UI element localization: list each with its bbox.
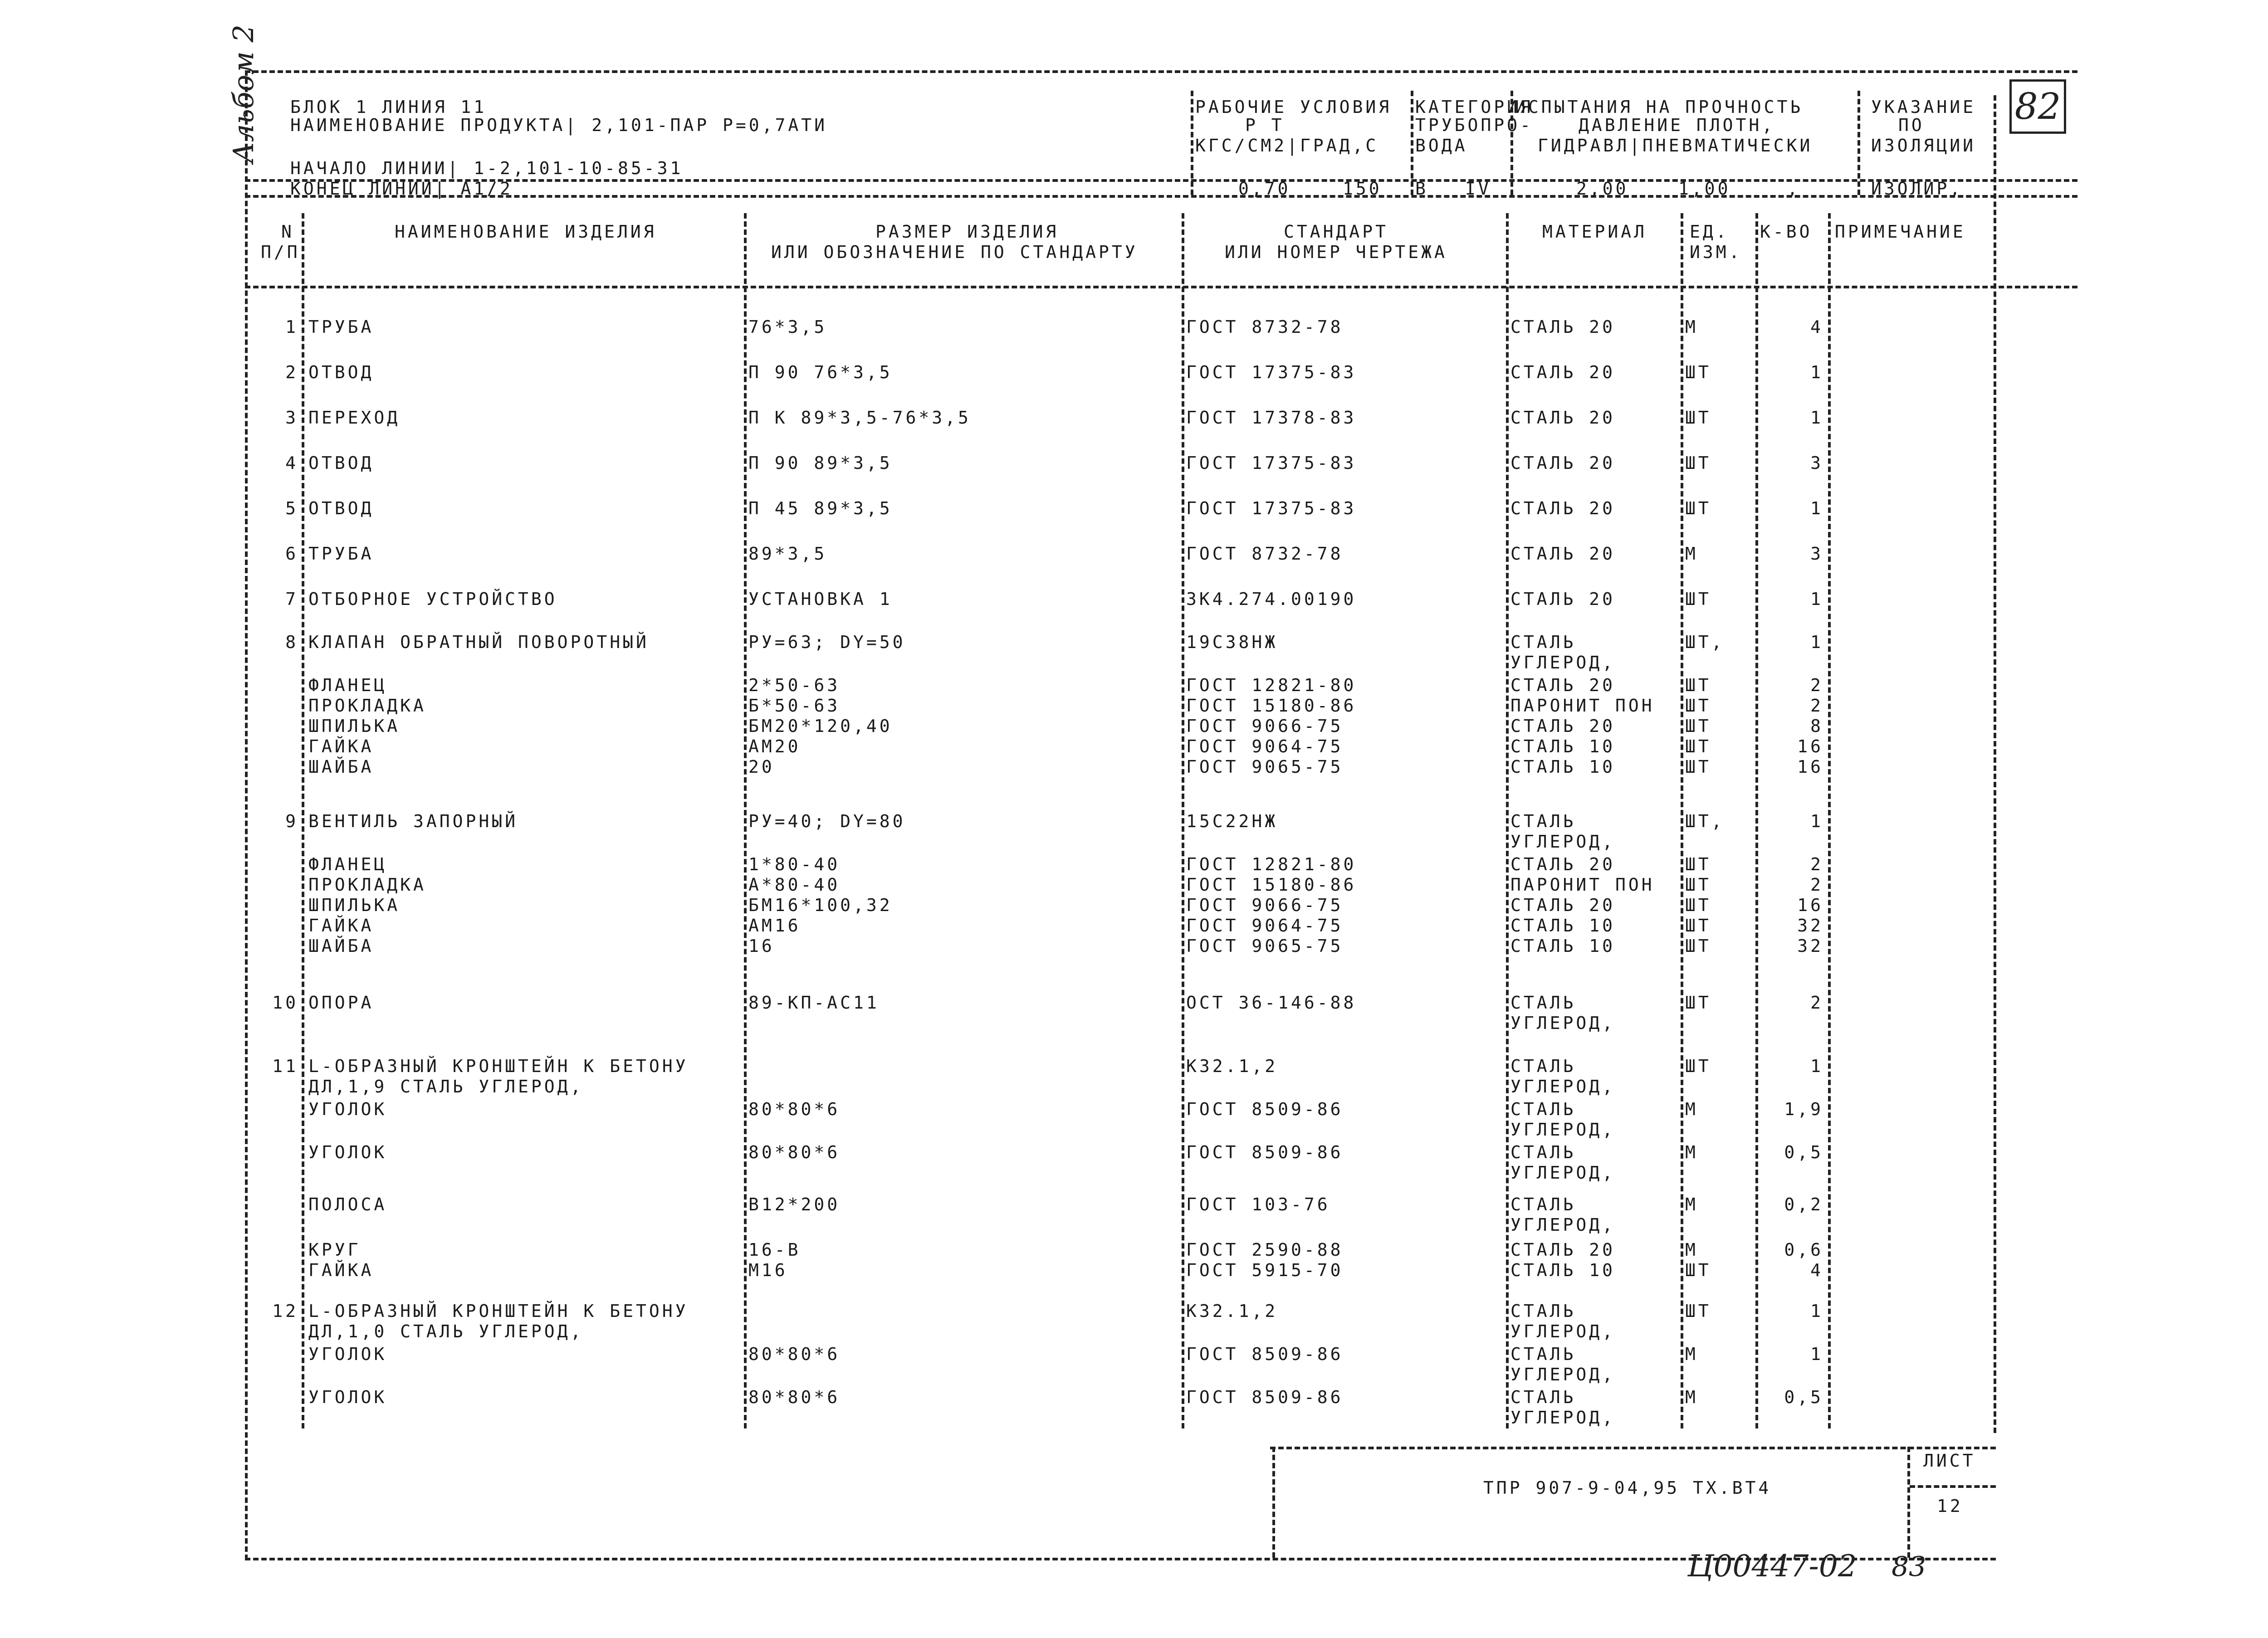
row-unit: ШТ [1685,854,1711,874]
row-number: 7 [285,589,298,609]
row-material: СТАЛЬ 20 [1510,498,1616,518]
row-size: М16 [748,1260,788,1280]
row-size: 16-В [748,1240,801,1260]
row-unit: ШТ [1685,757,1711,777]
row-material: СТАЛЬ [1510,1099,1576,1119]
row-size: АМ16 [748,916,801,936]
row-standard: ГОСТ 8509-86 [1186,1099,1344,1119]
row-qty: 3 [1810,453,1823,473]
row-unit: М [1685,1099,1698,1119]
row-name: ОТВОД [308,498,374,518]
row-unit: М [1685,1142,1698,1162]
row-qty: 1 [1810,1056,1823,1076]
insulation-title: УКАЗАНИЕ [1871,97,1976,117]
row-material: СТАЛЬ 20 [1510,589,1616,609]
row-standard: К32.1,2 [1186,1056,1278,1076]
col-material: МАТЕРИАЛ [1542,222,1647,242]
frame-top [245,70,2077,73]
row-size: 80*80*6 [748,1099,841,1119]
row-name: ШПИЛЬКА [308,895,401,915]
row-size: 1*80-40 [748,854,841,874]
col-div-size [744,213,747,1428]
row-material: СТАЛЬ [1510,1142,1576,1162]
row-standard: ГОСТ 15180-86 [1186,696,1357,716]
row-qty: 0,5 [1784,1387,1823,1407]
row-standard: ОСТ 36-146-88 [1186,993,1357,1013]
row-unit: ШТ, [1685,811,1725,831]
row-size: П К 89*3,5-76*3,5 [748,408,971,428]
row-name: L-ОБРАЗНЫЙ КРОНШТЕЙН К БЕТОНУ [308,1056,689,1076]
row-material: СТАЛЬ [1510,1387,1576,1407]
row-material-cont: УГЛЕРОД, [1510,832,1616,852]
row-unit: ШТ [1685,1056,1711,1076]
row-size: 89*3,5 [748,544,827,564]
row-unit: ШТ [1685,453,1711,473]
sheet-label: ЛИСТ [1923,1451,1976,1471]
row-number: 11 [272,1056,298,1076]
row-material: СТАЛЬ 10 [1510,936,1616,956]
row-standard: ГОСТ 8509-86 [1186,1387,1344,1407]
row-standard: 3К4.274.00190 [1186,589,1357,609]
col-div-std [1182,213,1184,1428]
row-size: П 45 89*3,5 [748,498,893,518]
row-name: ФЛАНЕЦ [308,854,387,874]
col-num-2: П/П [261,242,300,262]
row-number: 9 [285,811,298,831]
row-qty: 1 [1810,408,1823,428]
conditions-t-value: 150 [1343,179,1382,199]
row-material: СТАЛЬ 20 [1510,362,1616,382]
row-name: ШПИЛЬКА [308,716,401,736]
title-block-left [1272,1447,1275,1558]
row-material: СТАЛЬ [1510,1301,1576,1321]
row-size: БМ16*100,32 [748,895,893,915]
row-unit: ШТ, [1685,632,1725,652]
conditions-units: КГС/СМ2|ГРАД,С [1195,136,1379,156]
row-unit: М [1685,1344,1698,1364]
row-material-cont: УГЛЕРОД, [1510,1408,1616,1428]
row-unit: ШТ [1685,936,1711,956]
conditions-title: РАБОЧИЕ УСЛОВИЯ [1195,97,1392,117]
row-unit: М [1685,544,1698,564]
col-size-2: ИЛИ ОБОЗНАЧЕНИЕ ПО СТАНДАРТУ [771,242,1138,262]
row-material: СТАЛЬ 20 [1510,544,1616,564]
row-number: 4 [285,453,298,473]
col-num: N [281,222,294,242]
hdr-div-2 [1411,91,1413,195]
document-code: ТПР 907-9-04,95 ТХ.ВТ4 [1483,1478,1772,1498]
columns-rule [245,286,2077,288]
row-standard: 19С38НЖ [1186,632,1278,652]
album-label: Альбом 2 [227,24,260,163]
row-standard: ГОСТ 9065-75 [1186,936,1344,956]
row-name-cont: ДЛ,1,0 СТАЛЬ УГЛЕРОД, [308,1321,584,1341]
row-name: ПЕРЕХОД [308,408,401,428]
row-standard: ГОСТ 8732-78 [1186,317,1344,337]
row-name: КРУГ [308,1240,361,1260]
row-material: СТАЛЬ 20 [1510,675,1616,695]
row-standard: ГОСТ 9066-75 [1186,895,1344,915]
row-qty: 0,2 [1784,1194,1823,1214]
sheet-number: 82 [2014,85,2061,127]
row-name: ОПОРА [308,993,374,1013]
row-qty: 1 [1810,1344,1823,1364]
row-name: ТРУБА [308,317,374,337]
col-div-num [302,213,304,1428]
row-standard: ГОСТ 8509-86 [1186,1344,1344,1364]
row-material: СТАЛЬ 10 [1510,916,1616,936]
row-material: СТАЛЬ 10 [1510,757,1616,777]
sheet-num: 12 [1937,1496,1963,1516]
row-unit: ШТ [1685,589,1711,609]
insulation-by: ПО [1898,115,1925,135]
row-material-cont: УГЛЕРОД, [1510,1077,1616,1097]
archive-number: Ц00447-02 [1687,1549,1857,1584]
row-qty: 4 [1810,1260,1823,1280]
row-qty: 1 [1810,811,1823,831]
row-name: ПОЛОСА [308,1194,387,1214]
row-material: СТАЛЬ 20 [1510,408,1616,428]
row-material: СТАЛЬ [1510,811,1576,831]
row-standard: ГОСТ 9065-75 [1186,757,1344,777]
row-material: СТАЛЬ 20 [1510,453,1616,473]
row-number: 6 [285,544,298,564]
row-unit: ШТ [1685,408,1711,428]
category-title: КАТЕГОРИЯ [1415,97,1533,117]
page-number: 83 [1892,1551,1926,1583]
insulation-of: ИЗОЛЯЦИИ [1871,136,1976,156]
row-unit: М [1685,317,1698,337]
row-number: 10 [272,993,298,1013]
col-note: ПРИМЕЧАНИЕ [1835,222,1966,242]
col-div-unit [1681,213,1683,1428]
row-size: 16 [748,936,775,956]
row-name: ШАЙБА [308,936,374,956]
row-size: 20 [748,757,775,777]
col-name: НАИМЕНОВАНИЕ ИЗДЕЛИЯ [395,222,657,242]
row-material-cont: УГЛЕРОД, [1510,1013,1616,1033]
col-unit-2: ИЗМ. [1690,242,1742,262]
line-start: НАЧАЛО ЛИНИИ| 1-2,101-10-85-31 [290,158,684,178]
row-name: ОТБОРНОЕ УСТРОЙСТВО [308,589,557,609]
row-qty: 8 [1810,716,1823,736]
row-size: 80*80*6 [748,1344,841,1364]
row-size: В12*200 [748,1194,841,1214]
row-qty: 32 [1797,936,1823,956]
col-unit-1: ЕД. [1690,222,1729,242]
tests-pneumatic-value: 1,00 [1678,179,1731,199]
insulation-value: ИЗОЛИР, [1871,179,1963,199]
row-unit: М [1685,1194,1698,1214]
row-name: КЛАПАН ОБРАТНЫЙ ПОВОРОТНЫЙ [308,632,649,652]
row-size: 2*50-63 [748,675,841,695]
row-material: СТАЛЬ 20 [1510,854,1616,874]
row-standard: ГОСТ 17375-83 [1186,498,1357,518]
row-material-cont: УГЛЕРОД, [1510,1163,1616,1183]
row-standard: ГОСТ 9064-75 [1186,916,1344,936]
row-number: 5 [285,498,298,518]
row-name: L-ОБРАЗНЫЙ КРОНШТЕЙН К БЕТОНУ [308,1301,689,1321]
sheet-box-rule [1910,1485,1996,1488]
row-name: ПРОКЛАДКА [308,696,426,716]
row-material-cont: УГЛЕРОД, [1510,653,1616,673]
row-name: УГОЛОК [308,1099,387,1119]
row-name: ТРУБА [308,544,374,564]
row-size: П 90 89*3,5 [748,453,893,473]
row-standard: ГОСТ 8732-78 [1186,544,1344,564]
row-unit: ШТ [1685,1301,1711,1321]
row-unit: ШТ [1685,675,1711,695]
row-size: Б*50-63 [748,696,841,716]
col-div-mat [1506,213,1509,1428]
tests-pressure: ДАВЛЕНИЕ ПЛОТН, [1579,115,1775,135]
col-std-1: СТАНДАРТ [1284,222,1389,242]
row-qty: 1 [1810,1301,1823,1321]
row-number: 1 [285,317,298,337]
row-qty: 16 [1797,757,1823,777]
row-name: УГОЛОК [308,1344,387,1364]
row-standard: ГОСТ 103-76 [1186,1194,1330,1214]
category-value-b: IV [1465,179,1491,199]
row-size: А*80-40 [748,875,841,895]
row-name: ШАЙБА [308,757,374,777]
row-material-cont: УГЛЕРОД, [1510,1120,1616,1140]
row-unit: ШТ [1685,362,1711,382]
row-material: СТАЛЬ [1510,1344,1576,1364]
category-water: ВОДА [1415,136,1468,156]
row-name: УГОЛОК [308,1142,387,1162]
row-standard: К32.1,2 [1186,1301,1278,1321]
category-pipe: ТРУБОПРО- [1415,115,1533,135]
tests-density-value: , [1787,179,1800,199]
title-block-top [1270,1447,1996,1449]
row-qty: 1 [1810,589,1823,609]
row-number: 2 [285,362,298,382]
row-qty: 0,6 [1784,1240,1823,1260]
sheet-number-box [2009,79,2066,134]
row-unit: ШТ [1685,1260,1711,1280]
frame-right [1994,95,1996,1433]
tests-types: ГИДРАВЛ|ПНЕВМАТИЧЕСКИ [1538,136,1813,156]
row-number: 12 [272,1301,298,1321]
row-material: СТАЛЬ [1510,632,1576,652]
row-material-cont: УГЛЕРОД, [1510,1321,1616,1341]
conditions-p-value: 0,70 [1238,179,1291,199]
row-name: ФЛАНЕЦ [308,675,387,695]
row-standard: ГОСТ 12821-80 [1186,675,1357,695]
row-name: ПРОКЛАДКА [308,875,426,895]
row-material: СТАЛЬ 20 [1510,317,1616,337]
row-qty: 2 [1810,675,1823,695]
row-material: СТАЛЬ 10 [1510,1260,1616,1280]
row-standard: ГОСТ 8509-86 [1186,1142,1344,1162]
row-standard: ГОСТ 9064-75 [1186,736,1344,756]
row-name: ГАЙКА [308,916,374,936]
row-name: ГАЙКА [308,1260,374,1280]
row-size: П 90 76*3,5 [748,362,893,382]
row-size: АМ20 [748,736,801,756]
row-unit: ШТ [1685,696,1711,716]
row-qty: 3 [1810,544,1823,564]
row-qty: 16 [1797,895,1823,915]
tests-title: ИСПЫТАНИЯ НА ПРОЧНОСТЬ [1515,97,1804,117]
row-size: УСТАНОВКА 1 [748,589,893,609]
row-qty: 2 [1810,854,1823,874]
header-rule-1 [245,179,2077,182]
row-material: СТАЛЬ 10 [1510,736,1616,756]
hdr-div-1 [1191,91,1193,195]
block-line: БЛОК 1 ЛИНИЯ 11 [290,97,487,117]
col-div-note [1828,213,1831,1428]
row-standard: ГОСТ 5915-70 [1186,1260,1344,1280]
row-unit: ШТ [1685,716,1711,736]
row-name-cont: ДЛ,1,9 СТАЛЬ УГЛЕРОД, [308,1077,584,1097]
row-number: 3 [285,408,298,428]
row-size: 76*3,5 [748,317,827,337]
row-name: ОТВОД [308,453,374,473]
col-std-2: ИЛИ НОМЕР ЧЕРТЕЖА [1225,242,1447,262]
row-size: 80*80*6 [748,1142,841,1162]
row-standard: 15С22НЖ [1186,811,1278,831]
row-standard: ГОСТ 12821-80 [1186,854,1357,874]
row-name: УГОЛОК [308,1387,387,1407]
row-standard: ГОСТ 17378-83 [1186,408,1357,428]
row-unit: М [1685,1387,1698,1407]
header-rule-2 [245,195,2077,198]
row-number: 8 [285,632,298,652]
row-size: РУ=63; DY=50 [748,632,906,652]
row-standard: ГОСТ 17375-83 [1186,453,1357,473]
row-qty: 4 [1810,317,1823,337]
row-material: ПАРОНИТ ПОН [1510,696,1655,716]
col-qty: К-ВО [1760,222,1813,242]
row-unit: ШТ [1685,875,1711,895]
row-qty: 1,9 [1784,1099,1823,1119]
row-size: БМ20*120,40 [748,716,893,736]
row-material-cont: УГЛЕРОД, [1510,1365,1616,1384]
row-material: СТАЛЬ 20 [1510,1240,1616,1260]
row-qty: 2 [1810,875,1823,895]
row-material: ПАРОНИТ ПОН [1510,875,1655,895]
row-standard: ГОСТ 2590-88 [1186,1240,1344,1260]
row-qty: 0,5 [1784,1142,1823,1162]
tests-hydraulic-value: 2,00 [1576,179,1629,199]
row-qty: 1 [1810,632,1823,652]
row-size: РУ=40; DY=80 [748,811,906,831]
line-end: КОНЕЦ ЛИНИИ| А1/2 [290,179,513,199]
row-size: 89-КП-АС11 [748,993,880,1013]
row-qty: 2 [1810,696,1823,716]
row-qty: 32 [1797,916,1823,936]
category-value-a: В [1415,179,1428,199]
row-qty: 16 [1797,736,1823,756]
row-standard: ГОСТ 9066-75 [1186,716,1344,736]
row-size: 80*80*6 [748,1387,841,1407]
row-unit: ШТ [1685,736,1711,756]
row-name: ОТВОД [308,362,374,382]
row-qty: 1 [1810,498,1823,518]
row-unit: ШТ [1685,993,1711,1013]
row-qty: 1 [1810,362,1823,382]
row-qty: 2 [1810,993,1823,1013]
row-unit: ШТ [1685,895,1711,915]
row-unit: М [1685,1240,1698,1260]
row-unit: ШТ [1685,498,1711,518]
hdr-div-4 [1857,91,1860,195]
product-name: НАИМЕНОВАНИЕ ПРОДУКТА| 2,101-ПАР Р=0,7АТИ [290,115,827,135]
row-material: СТАЛЬ [1510,1056,1576,1076]
conditions-pt: Р Т [1245,115,1285,135]
title-block-right [1907,1447,1910,1558]
row-material: СТАЛЬ [1510,993,1576,1013]
row-standard: ГОСТ 17375-83 [1186,362,1357,382]
row-material: СТАЛЬ 20 [1510,895,1616,915]
row-name: ВЕНТИЛЬ ЗАПОРНЫЙ [308,811,518,831]
row-material: СТАЛЬ 20 [1510,716,1616,736]
row-standard: ГОСТ 15180-86 [1186,875,1357,895]
row-name: ГАЙКА [308,736,374,756]
row-unit: ШТ [1685,916,1711,936]
row-material-cont: УГЛЕРОД, [1510,1215,1616,1235]
row-material: СТАЛЬ [1510,1194,1576,1214]
col-size-1: РАЗМЕР ИЗДЕЛИЯ [875,222,1059,242]
